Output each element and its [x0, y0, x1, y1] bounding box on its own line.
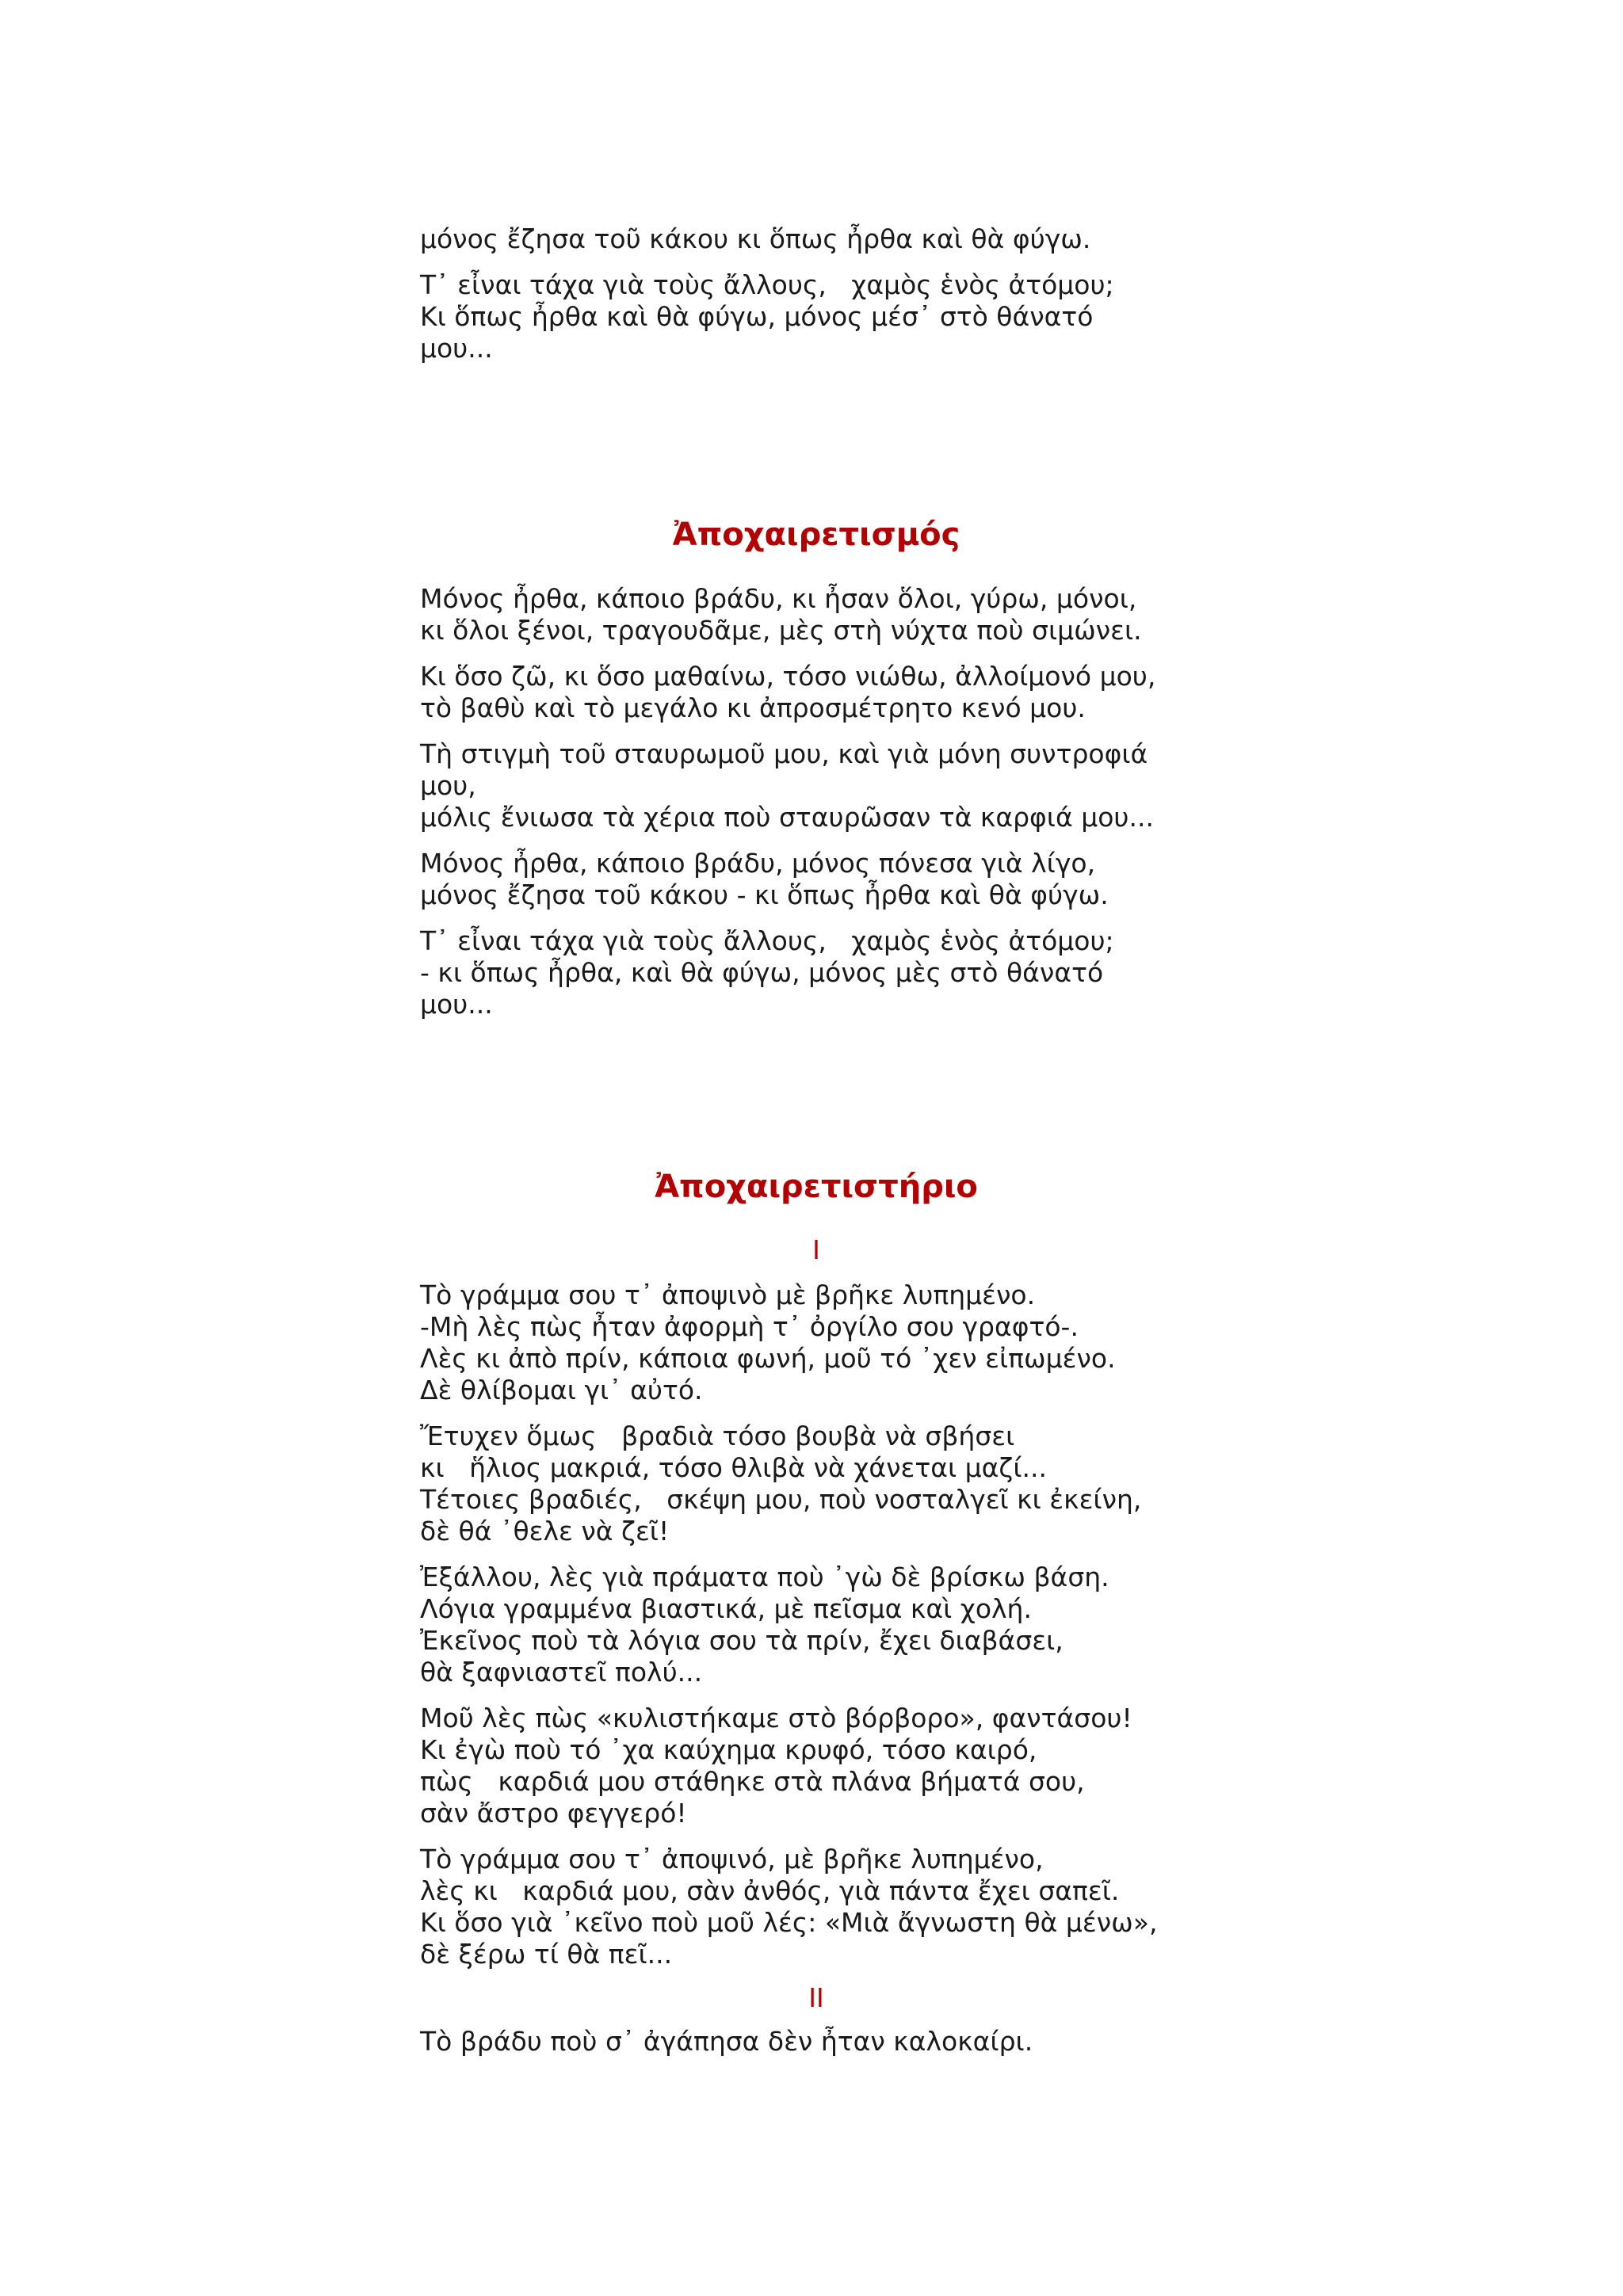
- stanza: [420, 1562, 1212, 1688]
- verse-line: Μοῦ λὲς πὼς «κυλιστήκαμε στὸ βόρβορο», φαντάσου!: [420, 1703, 1132, 1733]
- part-label-1: I: [812, 1234, 820, 1265]
- stanza: [420, 738, 1212, 833]
- verse-line: δὲ ξέρω τί θὰ πεῖ...: [420, 1939, 673, 1970]
- verse-line: Ἔτυχεν ὅμως βραδιὰ τόσο βουβὰ νὰ σβήσει: [420, 1421, 1015, 1451]
- verse-line: Κι ὅπως ἦρθα καὶ θὰ φύγω, μόνος μέσ᾽ στὸ θάνατό: [420, 301, 1094, 332]
- stanza: [420, 1280, 1212, 1406]
- verse-line: λὲς κι καρδιά μου, σὰν ἀνθός, γιὰ πάντα ἔχει σαπεῖ.: [420, 1875, 1120, 1906]
- verse-line: Μόνος ἦρθα, κάποιο βράδυ, μόνος πόνεσα γιὰ λίγο,: [420, 848, 1096, 879]
- verse-line: Τὸ βράδυ ποὺ σ᾽ ἀγάπησα δὲν ἦταν καλοκαίρι.: [420, 2026, 1033, 2057]
- verse-line: μόνος ἔζησα τοῦ κάκου - κι ὅπως ἦρθα καὶ θὰ φύγω.: [420, 879, 1109, 910]
- verse-line: τὸ βαθὺ καὶ τὸ μεγάλο κι ἀπροσμέτρητο κενό μου.: [420, 692, 1086, 723]
- verse-line: Δὲ θλίβομαι γι᾽ αὐτό.: [420, 1375, 703, 1405]
- verse-line: θὰ ξαφνιαστεῖ πολύ...: [420, 1657, 703, 1688]
- verse-line: Κι ὅσο ζῶ, κι ὅσο μαθαίνω, τόσο νιώθω, ἀλλοίμονό μου,: [420, 661, 1156, 692]
- stanza: [420, 1703, 1212, 1829]
- verse-line: κι ὅλοι ξένοι, τραγουδᾶμε, μὲς στὴ νύχτα ποὺ σιμώνει.: [420, 615, 1142, 646]
- verse-line: Τὴ στιγμὴ τοῦ σταυρωμοῦ μου, καὶ γιὰ μόνη συντροφιά: [420, 738, 1148, 769]
- verse-line: Τὸ γράμμα σου τ᾽ ἀποψινό, μὲ βρῆκε λυπημένο,: [420, 1844, 1044, 1875]
- stanza: [420, 1421, 1212, 1547]
- verse-line: Τέτοιες βραδιές, σκέψη μου, ποὺ νοσταλγεῖ κι ἐκείνη,: [420, 1484, 1142, 1515]
- verse-line: Μόνος ἦρθα, κάποιο βράδυ, κι ἦσαν ὅλοι, γύρω, μόνοι,: [420, 583, 1137, 614]
- poem-apochairetistirio-part2: [420, 2026, 1212, 2072]
- stanza: [420, 223, 1212, 255]
- verse-line: Κι ὅσο γιὰ ᾽κεῖνο ποὺ μοῦ λές: «Μιὰ ἄγνωστη θὰ μένω»,: [420, 1907, 1158, 1938]
- verse-line: μου...: [420, 333, 493, 364]
- verse-line: μου,: [420, 770, 476, 801]
- verse-line: Ἐκεῖνος ποὺ τὰ λόγια σου τὰ πρίν, ἔχει διαβάσει,: [420, 1625, 1064, 1656]
- verse-line: μόνος ἔζησα τοῦ κάκου κι ὅπως ἦρθα καὶ θὰ φύγω.: [420, 223, 1091, 254]
- verse-line: δὲ θά ᾽θελε νὰ ζεῖ!: [420, 1516, 670, 1547]
- stanza: [420, 583, 1212, 646]
- part-label-2: II: [808, 1982, 824, 2013]
- verse-line: πὼς καρδιά μου στάθηκε στὰ πλάνα βήματά σου,: [420, 1766, 1085, 1797]
- verse-line: μόλις ἔνιωσα τὰ χέρια ποὺ σταυρῶσαν τὰ καρφιά μου...: [420, 802, 1154, 833]
- poem-apochairetistirio-part1: [420, 1280, 1212, 1985]
- verse-line: σὰν ἄστρο φεγγερό!: [420, 1798, 687, 1829]
- stanza: [420, 1844, 1212, 1970]
- stanza: [420, 925, 1212, 1020]
- stanza: [420, 269, 1212, 364]
- verse-line: Ἐξάλλου, λὲς γιὰ πράματα ποὺ ᾽γὼ δὲ βρίσκω βάση.: [420, 1562, 1109, 1592]
- verse-line: Λὲς κι ἀπὸ πρίν, κάποια φωνή, μοῦ τό ᾽χεν εἰπωμένο.: [420, 1343, 1116, 1374]
- stanza: [420, 2026, 1212, 2058]
- stanza: [420, 661, 1212, 724]
- poem-title-apochairetistirio: Ἀποχαιρετιστήριο: [655, 1169, 978, 1205]
- stanza: [420, 848, 1212, 911]
- top-fragment: [420, 223, 1212, 379]
- verse-line: - κι ὅπως ἦρθα, καὶ θὰ φύγω, μόνος μὲς στὸ θάνατό: [420, 957, 1104, 988]
- verse-line: Τ᾽ εἶναι τάχα γιὰ τοὺς ἄλλους, χαμὸς ἑνὸς ἀτόμου;: [420, 269, 1114, 300]
- poem-title-apochairetismos: Ἀποχαιρετισμός: [672, 517, 960, 553]
- poem-apochairetismos: [420, 583, 1212, 1035]
- verse-line: κι ἥλιος μακριά, τόσο θλιβὰ νὰ χάνεται μαζί...: [420, 1452, 1048, 1483]
- verse-line: μου...: [420, 989, 493, 1020]
- verse-line: -Μὴ λὲς πὼς ἦταν ἀφορμὴ τ᾽ ὀργίλο σου γραφτό-.: [420, 1311, 1079, 1342]
- verse-line: Τ᾽ εἶναι τάχα γιὰ τοὺς ἄλλους, χαμὸς ἑνὸς ἀτόμου;: [420, 925, 1114, 956]
- verse-line: Λόγια γραμμένα βιαστικά, μὲ πεῖσμα καὶ χολή.: [420, 1593, 1032, 1624]
- verse-line: Τὸ γράμμα σου τ᾽ ἀποψινὸ μὲ βρῆκε λυπημένο.: [420, 1280, 1036, 1310]
- verse-line: Κι ἐγὼ ποὺ τό ᾽χα καύχημα κρυφό, τόσο καιρό,: [420, 1734, 1037, 1765]
